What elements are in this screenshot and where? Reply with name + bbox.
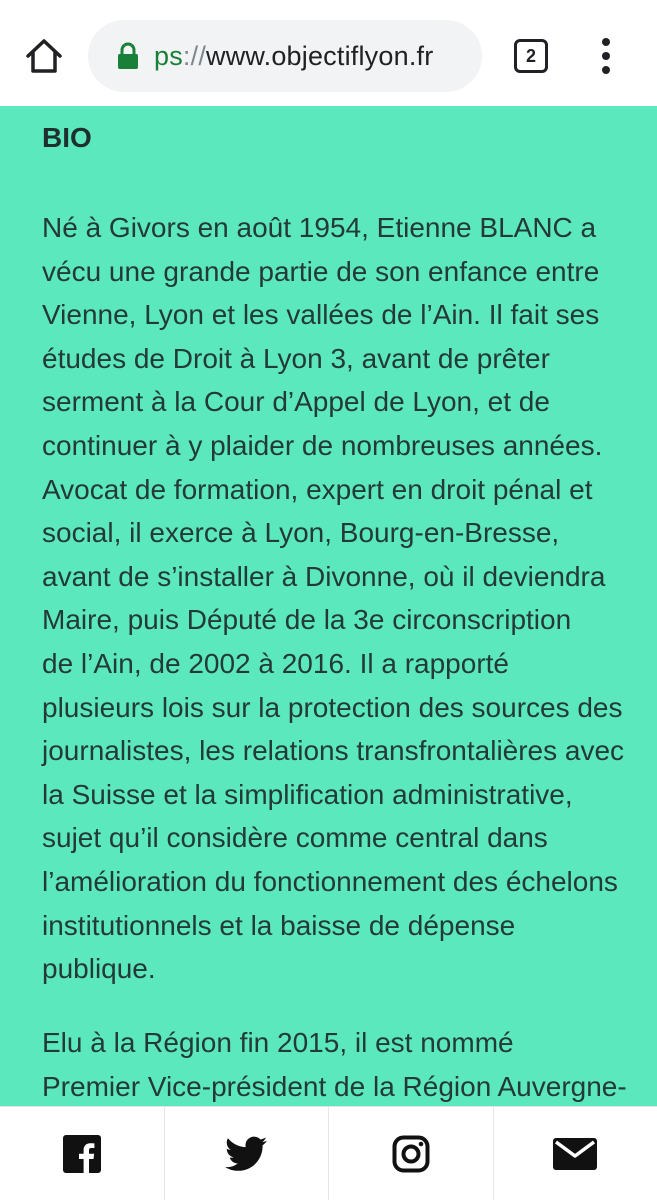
text-line: serment à la Cour d’Appel de Lyon, et de <box>42 386 550 418</box>
share-bar <box>0 1106 657 1200</box>
twitter-icon <box>225 1136 267 1172</box>
instagram-icon <box>392 1135 430 1173</box>
lock-icon <box>116 42 140 70</box>
article-content <box>0 106 657 1106</box>
text-line: Premier Vice-président de la Région Auvergne- <box>42 1070 627 1102</box>
tab-count: 2 <box>525 46 536 66</box>
text-line: vécu une grande partie de son enfance entre <box>42 255 600 287</box>
text-line: Avocat de formation, expert en droit pénal et <box>42 473 593 505</box>
text-line: sujet qu’il considère comme central dans <box>42 822 548 854</box>
text-line: Elu à la Région fin 2015, il est nommé <box>42 1027 514 1058</box>
share-facebook-button[interactable] <box>0 1107 165 1200</box>
overflow-menu-button[interactable] <box>592 34 620 78</box>
text-line: continuer à y plaider de nombreuses années. <box>42 429 603 461</box>
text-line: journalistes, les relations transfrontalières avec <box>42 735 625 767</box>
share-email-button[interactable] <box>494 1107 657 1200</box>
text-line: social, il exerce à Lyon, Bourg-en-Bresse, <box>42 517 560 549</box>
bio-paragraph-1 <box>42 206 632 991</box>
text-line: institutionnels et la baisse de dépense <box>42 909 516 941</box>
browser-toolbar <box>0 0 657 106</box>
bio-heading: BIO <box>42 122 92 153</box>
text-line: Maire, puis Député de la 3e circonscription <box>42 604 572 636</box>
text-line: publique. <box>42 953 156 985</box>
text-line: la Suisse et la simplification administrative, <box>42 778 573 810</box>
url-host: www.objectiflyon.fr <box>206 41 434 71</box>
text-line: Vienne, Lyon et les vallées de l’Ain. Il fait ses <box>42 299 600 331</box>
url-scheme: ps <box>154 41 183 71</box>
mail-icon <box>553 1138 597 1170</box>
share-instagram-button[interactable] <box>329 1107 494 1200</box>
facebook-icon <box>63 1135 101 1173</box>
bio-paragraph-2 <box>42 1021 632 1106</box>
url-text[interactable] <box>154 20 433 92</box>
share-twitter-button[interactable] <box>165 1107 330 1200</box>
tab-switcher-button[interactable] <box>514 39 548 73</box>
text-line: l’amélioration du fonctionnement des échelons <box>42 865 618 897</box>
home-button[interactable] <box>22 34 66 78</box>
address-bar[interactable] <box>88 20 482 92</box>
tabs-icon <box>514 39 548 73</box>
text-line: de l’Ain, de 2002 à 2016. Il a rapporté <box>42 647 510 679</box>
url-separator: :// <box>182 41 207 71</box>
text-line: Né à Givors en août 1954, Etienne BLANC a <box>42 212 597 243</box>
text-line: plusieurs lois sur la protection des sources des <box>42 691 623 723</box>
home-icon <box>22 34 66 78</box>
text-line: avant de s’installer à Divonne, où il deviendra <box>42 560 606 592</box>
text-line: études de Droit à Lyon 3, avant de prêter <box>42 342 550 374</box>
